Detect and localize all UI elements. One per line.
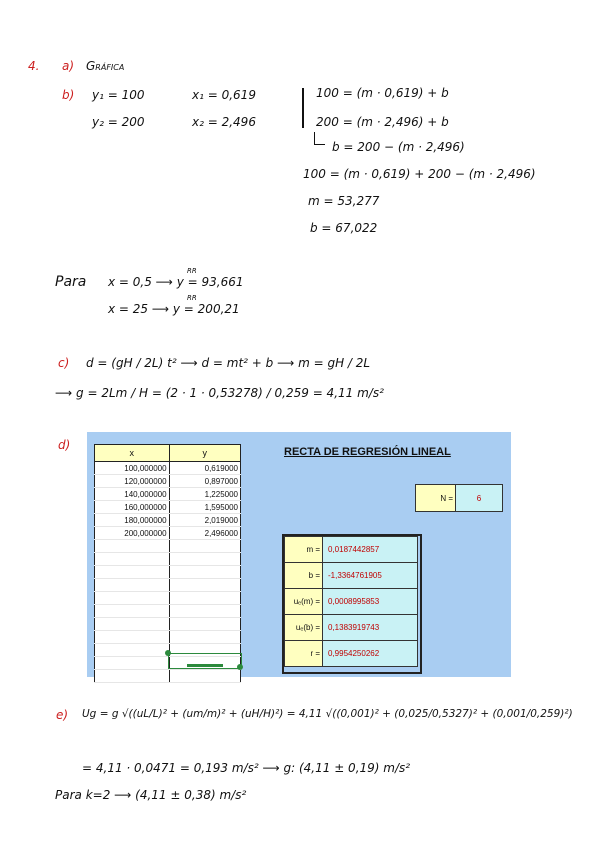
table-row — [95, 462, 241, 475]
spreadsheet-screenshot — [87, 432, 511, 677]
stat-value-ub: 0,1383919743 — [323, 615, 418, 641]
part-c-label: c) — [58, 356, 70, 370]
b-y2: y₂ = 200 — [92, 115, 145, 129]
table-row — [95, 501, 241, 514]
cell-x: 120,000000 — [95, 475, 170, 488]
stat-label-ub: uₑ(b) = — [285, 615, 323, 641]
system-divider — [302, 88, 304, 128]
selection-handle-bottom-right[interactable] — [237, 664, 243, 670]
n-value: 6 — [456, 485, 503, 512]
e-line-1: Ug = g √((uL/L)² + (um/m)² + (uH/H)²) = 4,11 √((0,001)² + (0,025/0,5327)² + (0,001/0,259)²) — [82, 708, 573, 720]
cell-x: 180,000000 — [95, 514, 170, 527]
empty-row — [95, 631, 241, 644]
empty-row — [95, 592, 241, 605]
para-line-2: x = 25 ⟶ y = 200,21 — [108, 302, 240, 316]
empty-row — [95, 670, 241, 683]
para-label: Para — [55, 274, 87, 290]
cell-y: 2,019000 — [169, 514, 240, 527]
stat-value-um: 0,0008995853 — [323, 589, 418, 615]
b-x2: x₂ = 2,496 — [192, 115, 256, 129]
table-row — [95, 527, 241, 540]
part-e-label: e) — [56, 708, 69, 722]
table-row — [95, 488, 241, 501]
n-label: N = — [416, 485, 456, 512]
arrow-hook-icon — [314, 132, 325, 145]
problem-number: 4. — [28, 59, 40, 73]
selection-bar — [187, 664, 223, 667]
table-row — [95, 514, 241, 527]
sheet-title: RECTA DE REGRESIÓN LINEAL — [284, 446, 451, 458]
cell-y: 0,897000 — [169, 475, 240, 488]
para-2-arrow-label: RR — [187, 294, 197, 302]
column-header-y: y — [169, 445, 240, 462]
empty-row — [95, 566, 241, 579]
stat-label-r: r = — [285, 641, 323, 667]
cell-y: 1,595000 — [169, 501, 240, 514]
empty-row — [95, 579, 241, 592]
e-line-2: = 4,11 · 0,0471 = 0,193 m/s² ⟶ g: (4,11 ± 0,19) m/s² — [82, 761, 411, 775]
stat-label-um: uₑ(m) = — [285, 589, 323, 615]
stat-label-b: b = — [285, 563, 323, 589]
selection-handle-top-left[interactable] — [165, 650, 171, 656]
cell-x: 100,000000 — [95, 462, 170, 475]
c-line-1: d = (gH / 2L) t² ⟶ d = mt² + b ⟶ m = gH / 2L — [86, 356, 371, 370]
b-eq1: 100 = (m · 0,619) + b — [316, 86, 449, 100]
cell-y: 1,225000 — [169, 488, 240, 501]
part-b-label: b) — [62, 88, 75, 102]
n-box — [415, 484, 503, 512]
stat-value-r: 0,9954250262 — [323, 641, 418, 667]
b-eq2: 200 = (m · 2,496) + b — [316, 115, 449, 129]
empty-row — [95, 605, 241, 618]
cell-x: 160,000000 — [95, 501, 170, 514]
c-line-2: ⟶ g = 2Lm / H = (2 · 1 · 0,53278) / 0,259 = 4,11 m/s² — [55, 386, 384, 400]
cell-y: 2,496000 — [169, 527, 240, 540]
b-x1: x₁ = 0,619 — [192, 88, 256, 102]
column-header-x: x — [95, 445, 170, 462]
empty-row — [95, 540, 241, 553]
cell-x: 140,000000 — [95, 488, 170, 501]
b-m-result: m = 53,277 — [308, 194, 380, 208]
regression-stats — [284, 536, 418, 667]
e-line-3: Para k=2 ⟶ (4,11 ± 0,38) m/s² — [55, 788, 247, 802]
stat-label-m: m = — [285, 537, 323, 563]
b-y1: y₁ = 100 — [92, 88, 145, 102]
para-1-arrow-label: RR — [187, 267, 197, 275]
b-b-result: b = 67,022 — [310, 221, 378, 235]
stat-value-m: 0,0187442857 — [323, 537, 418, 563]
empty-row — [95, 553, 241, 566]
part-d-label: d) — [58, 438, 71, 452]
para-line-1: x = 0,5 ⟶ y = 93,661 — [108, 275, 244, 289]
empty-row — [95, 618, 241, 631]
part-a-label: a) — [62, 59, 75, 73]
cell-x: 200,000000 — [95, 527, 170, 540]
stat-value-b: -1,3364761905 — [323, 563, 418, 589]
data-table — [94, 444, 241, 683]
b-eq4: 100 = (m · 0,619) + 200 − (m · 2,496) — [303, 167, 536, 181]
cell-y: 0,619000 — [169, 462, 240, 475]
b-eq3: b = 200 − (m · 2,496) — [332, 140, 465, 154]
part-a-text: Gráfica — [86, 59, 125, 73]
table-row — [95, 475, 241, 488]
